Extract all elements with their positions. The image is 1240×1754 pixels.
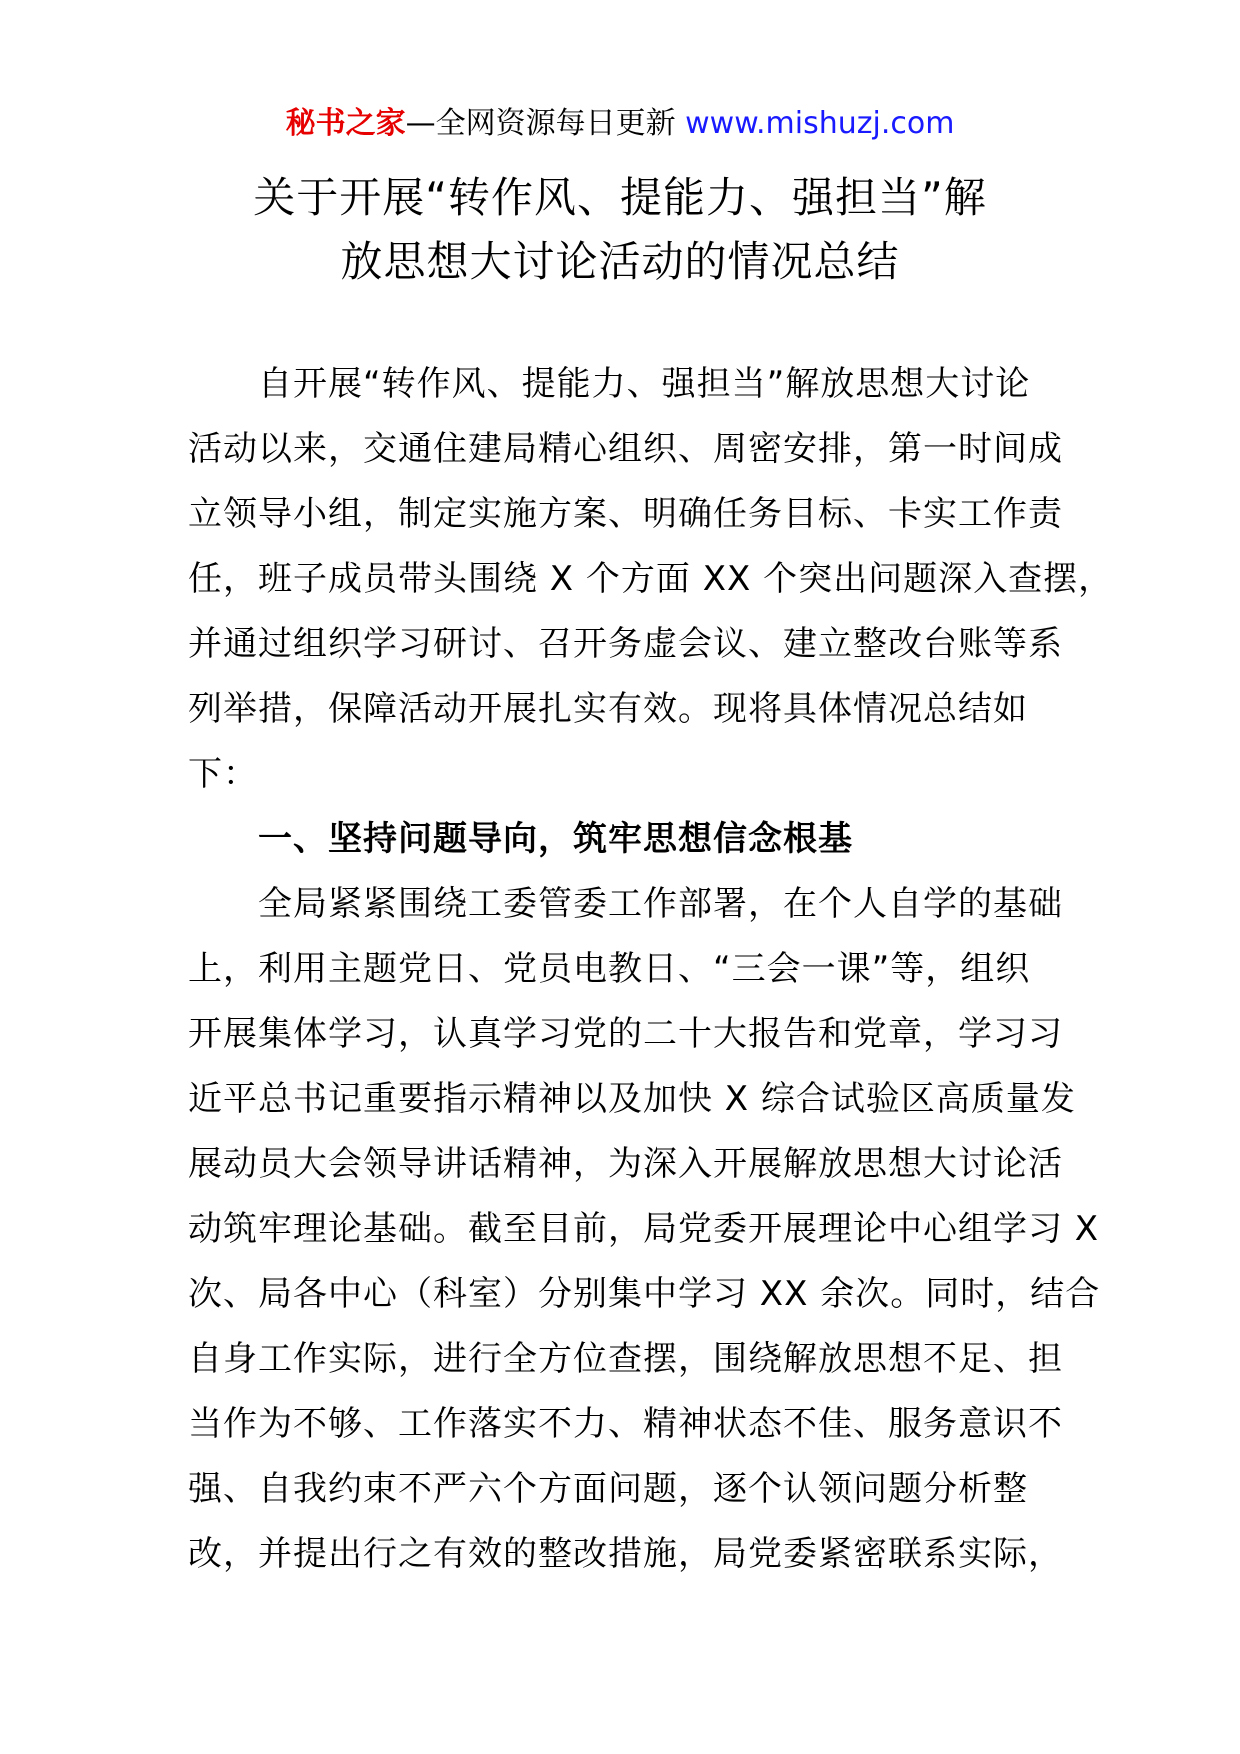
document-body xyxy=(188,352,1114,1587)
body-line: 次、局各中心（科室）分别集中学习 XX 余次。同时，结合 xyxy=(188,1274,1101,1314)
body-line: 任，班子成员带头围绕 X 个方面 XX 个突出问题深入查摆， xyxy=(188,559,1114,599)
body-line: 活动以来，交通住建局精心组织、周密安排，第一时间成 xyxy=(188,429,1063,469)
body-line: 立领导小组，制定实施方案、明确任务目标、卡实工作责 xyxy=(188,494,1063,534)
body-line: 自开展“转作风、提能力、强担当”解放思想大讨论 xyxy=(188,364,1031,404)
title-line: 放思想大讨论活动的情况总结 xyxy=(340,237,900,286)
watermark-banner xyxy=(0,104,1240,144)
body-line: 近平总书记重要指示精神以及加快 X 综合试验区高质量发 xyxy=(188,1079,1076,1119)
body-line: 当作为不够、工作落实不力、精神状态不佳、服务意识不 xyxy=(188,1404,1063,1444)
title-line: 关于开展“转作风、提能力、强担当”解 xyxy=(253,173,987,222)
body-line: 列举措，保障活动开展扎实有效。现将具体情况总结如 xyxy=(188,689,1028,729)
body-line: 并通过组织学习研讨、召开务虚会议、建立整改台账等系 xyxy=(188,624,1063,664)
brand-name: 秘书之家 xyxy=(285,106,406,141)
body-line: 自身工作实际，进行全方位查摆，围绕解放思想不足、担 xyxy=(188,1339,1063,1379)
body-line: 展动员大会领导讲话精神，为深入开展解放思想大讨论活 xyxy=(188,1144,1063,1184)
body-line: 改，并提出行之有效的整改措施，局党委紧密联系实际， xyxy=(188,1534,1063,1574)
body-line: 下： xyxy=(188,754,258,794)
body-line: 全局紧紧围绕工委管委工作部署，在个人自学的基础 xyxy=(188,884,1063,924)
banner-url: www.mishuzj.com xyxy=(685,106,955,141)
body-line: 上，利用主题党日、党员电教日、“三会一课”等，组织 xyxy=(188,949,1031,989)
body-line: 开展集体学习，认真学习党的二十大报告和党章，学习习 xyxy=(188,1014,1063,1054)
document-title xyxy=(180,166,1060,294)
banner-tagline: —全网资源每日更新 xyxy=(405,106,676,141)
section-heading: 一、坚持问题导向，筑牢思想信念根基 xyxy=(188,819,853,859)
body-line: 强、自我约束不严六个方面问题，逐个认领问题分析整 xyxy=(188,1469,1028,1509)
body-line: 动筑牢理论基础。截至目前，局党委开展理论中心组学习 X xyxy=(188,1209,1100,1249)
